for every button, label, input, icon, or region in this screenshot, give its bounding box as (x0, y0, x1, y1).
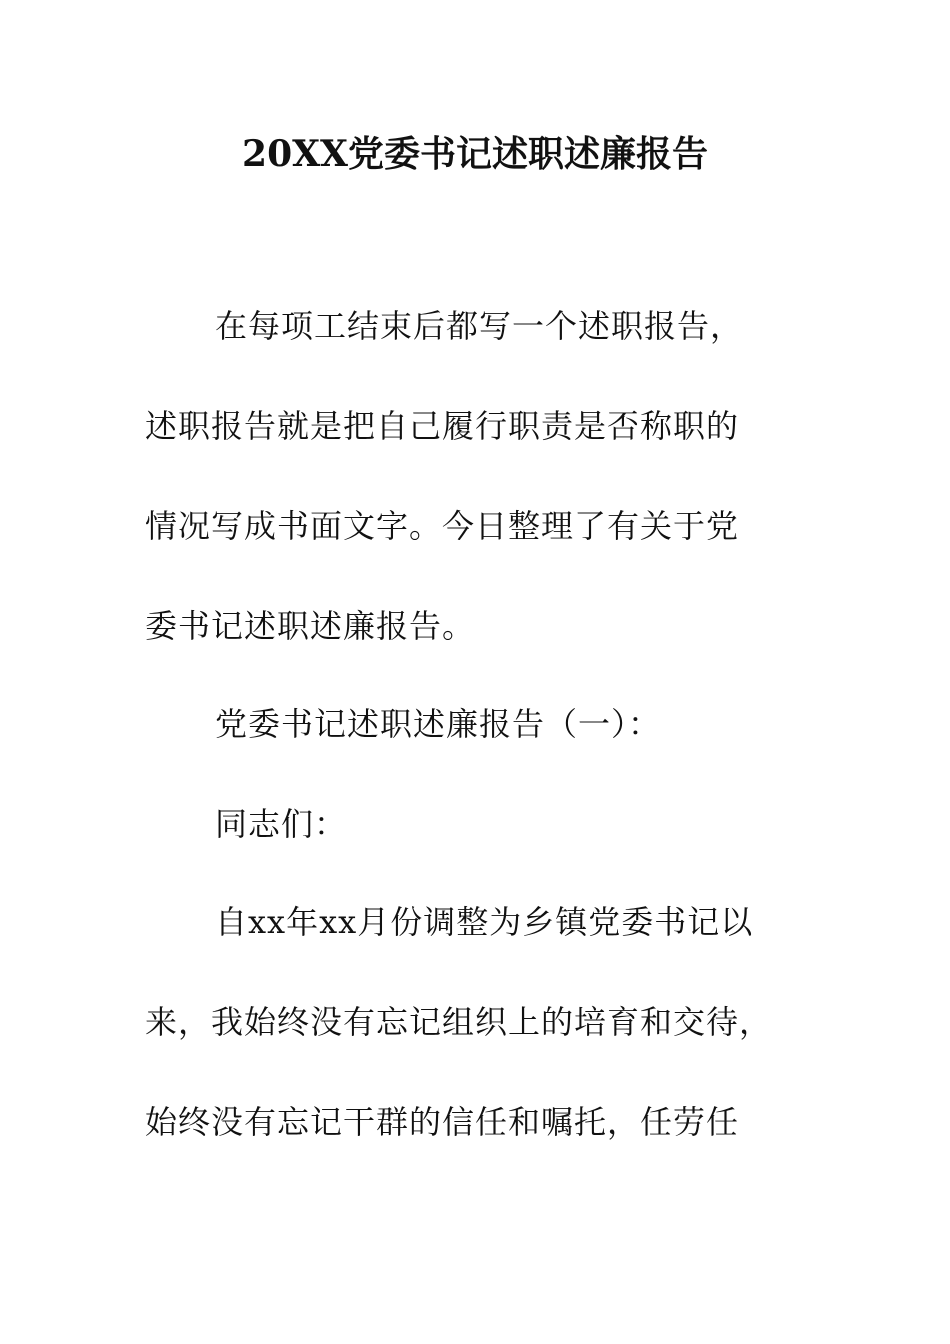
paragraph-line: 委书记述职述廉报告。 (145, 607, 476, 645)
paragraph-line: 自xx年xx月份调整为乡镇党委书记以 (215, 903, 754, 941)
section-heading: 党委书记述职述廉报告（一）： (215, 705, 662, 743)
document-title: 20XX党委书记述职述廉报告 (242, 133, 708, 175)
paragraph-line: 来，我始终没有忘记组织上的培育和交待， (145, 1003, 773, 1041)
paragraph-line: 情况写成书面文字。今日整理了有关于党 (145, 507, 740, 545)
paragraph-line: 述职报告就是把自己履行职责是否称职的 (145, 407, 740, 445)
salutation: 同志们： (215, 805, 348, 843)
paragraph-line: 始终没有忘记干群的信任和嘱托，任劳任 (145, 1103, 740, 1141)
paragraph-line: 在每项工结束后都写一个述职报告， (215, 307, 744, 345)
